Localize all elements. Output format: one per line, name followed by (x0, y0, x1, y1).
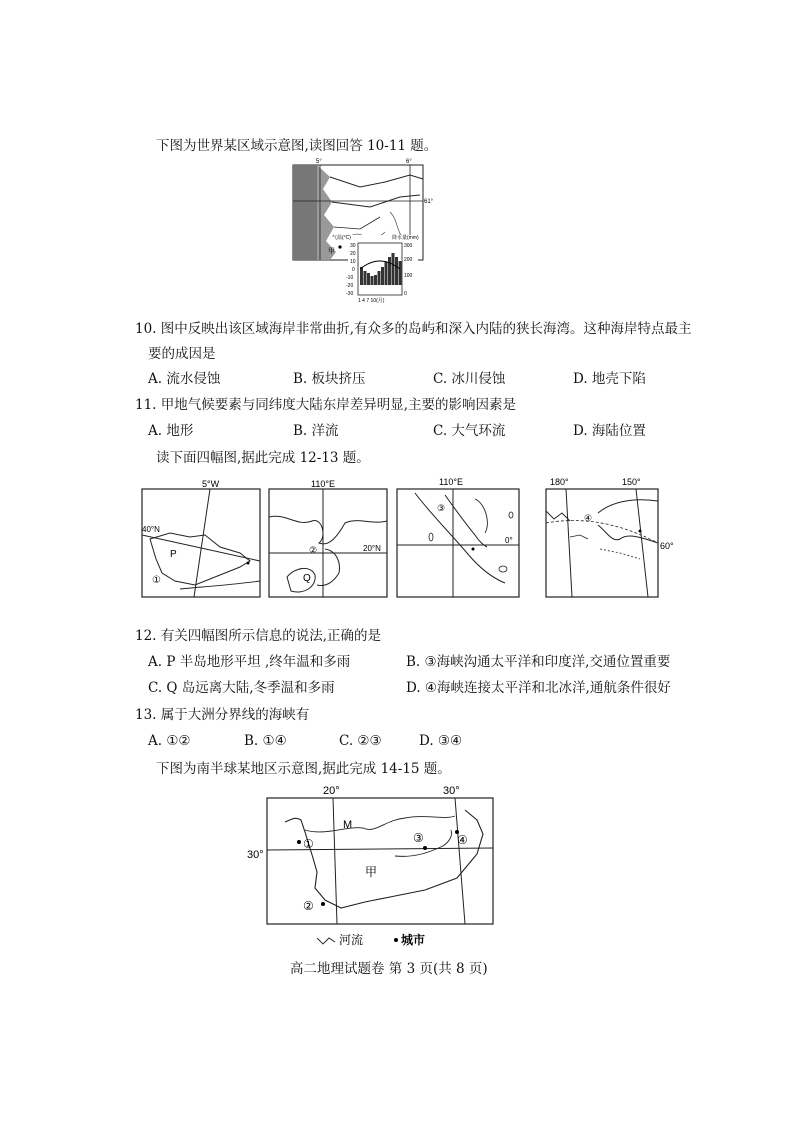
q13-option-a[interactable]: A. ①② (148, 733, 191, 749)
m1-p: P (170, 549, 177, 560)
m3-lat: 0° (505, 536, 513, 545)
region-jia: 甲 (365, 865, 378, 879)
m3-lon-20: 20° (323, 785, 340, 797)
m2-lon: 110°E (311, 479, 335, 489)
legend-city: 城市 (401, 933, 426, 947)
intro-14-15: 下图为南半球某地区示意图,据此完成 14-15 题。 (156, 761, 451, 777)
m2-lat: 20°N (363, 544, 381, 553)
m4-strait-4: ④ (584, 513, 593, 523)
map-iberia (140, 477, 264, 599)
m3-lon-30: 30° (443, 785, 460, 797)
q10-option-b[interactable]: B. 板块挤压 (293, 371, 366, 387)
svg-text:-20: -20 (346, 283, 354, 289)
m3-lon: 110°E (439, 477, 463, 487)
intro-12-13: 读下面四幅图,据此完成 12-13 题。 (156, 450, 370, 466)
river-legend-icon (317, 938, 335, 944)
m3-strait-3: ③ (437, 503, 446, 513)
m3-lat-30: 30° (247, 849, 264, 861)
precip-label: 降水量(mm) (392, 235, 419, 241)
q12-option-b[interactable]: B. ③海峡沟通太平洋和印度洋,交通位置重要 (406, 654, 671, 670)
m1-lon: 5°W (202, 479, 220, 489)
q13-stem: 13. 属于大洲分界线的海峡有 (135, 707, 310, 723)
m1-strait-1: ① (152, 575, 161, 586)
svg-text:10: 10 (350, 259, 356, 265)
q12-option-a[interactable]: A. P 半岛地形平坦 ,终年温和多雨 (148, 654, 351, 670)
svg-text:-10: -10 (346, 275, 354, 281)
m2-strait-2: ② (309, 545, 318, 555)
lon-6: 6° (406, 159, 412, 165)
city-1: ① (303, 837, 314, 851)
svg-text:100: 100 (404, 273, 413, 279)
svg-text:200: 200 (404, 257, 413, 263)
m1-lat: 40°N (142, 525, 160, 534)
q11-option-a[interactable]: A. 地形 (148, 423, 194, 439)
svg-text:30: 30 (350, 243, 356, 249)
city-4: ④ (457, 833, 468, 847)
svg-text:20: 20 (350, 251, 356, 257)
region-m: M (343, 819, 353, 831)
q11-option-b[interactable]: B. 洋流 (293, 423, 339, 439)
region-map-fjord (290, 157, 450, 307)
city-3: ③ (413, 831, 424, 845)
temp-label: 气温(°C) (332, 235, 351, 241)
months-axis: 1 4 7 10(月) (358, 298, 385, 304)
svg-text:0: 0 (352, 267, 355, 273)
city-legend-icon (394, 938, 398, 942)
m4-lat: 60° (660, 541, 674, 551)
map-qiongzhou (267, 477, 391, 599)
place-jia: 甲 (328, 248, 335, 255)
q12-stem: 12. 有关四幅图所示信息的说法,正确的是 (135, 628, 382, 644)
city-2: ② (303, 899, 314, 913)
map-malacca (395, 473, 523, 599)
m4-lon-150: 150° (622, 477, 641, 487)
q13-option-c[interactable]: C. ②③ (339, 733, 382, 749)
lat-61: 61° (424, 199, 434, 205)
lon-5: 5° (316, 159, 322, 165)
svg-text:-30: -30 (346, 291, 354, 297)
map-bering (540, 473, 680, 599)
page-footer: 高二地理试题卷 第 3 页(共 8 页) (290, 961, 488, 977)
q11-option-d[interactable]: D. 海陆位置 (573, 423, 646, 439)
m4-lon-180: 180° (550, 477, 569, 487)
q10-option-c[interactable]: C. 冰川侵蚀 (433, 371, 506, 387)
q11-stem: 11. 甲地气候要素与同纬度大陆东岸差异明显,主要的影响因素是 (135, 397, 517, 413)
q12-option-c[interactable]: C. Q 岛远离大陆,冬季温和多雨 (148, 680, 335, 696)
q11-option-c[interactable]: C. 大气环流 (433, 423, 506, 439)
q10-stem-1: 10. 图中反映出该区域海岸非常曲折,有众多的岛屿和深入内陆的狭长海湾。这种海岸特点最主 (135, 321, 692, 337)
q10-stem-2: 要的成因是 (148, 346, 216, 362)
svg-text:0: 0 (404, 291, 407, 297)
m2-q: Q (303, 573, 311, 584)
q13-option-b[interactable]: B. ①④ (244, 733, 287, 749)
q12-option-d[interactable]: D. ④海峡连接太平洋和北冰洋,通航条件很好 (406, 680, 671, 696)
q10-option-a[interactable]: A. 流水侵蚀 (148, 371, 221, 387)
q10-option-d[interactable]: D. 地壳下陷 (573, 371, 646, 387)
map-south-africa (245, 780, 505, 952)
svg-text:300: 300 (404, 243, 413, 249)
q13-option-d[interactable]: D. ③④ (419, 733, 463, 749)
legend-river: 河流 (339, 933, 364, 947)
intro-10-11: 下图为世界某区域示意图,读图回答 10-11 题。 (156, 138, 438, 154)
